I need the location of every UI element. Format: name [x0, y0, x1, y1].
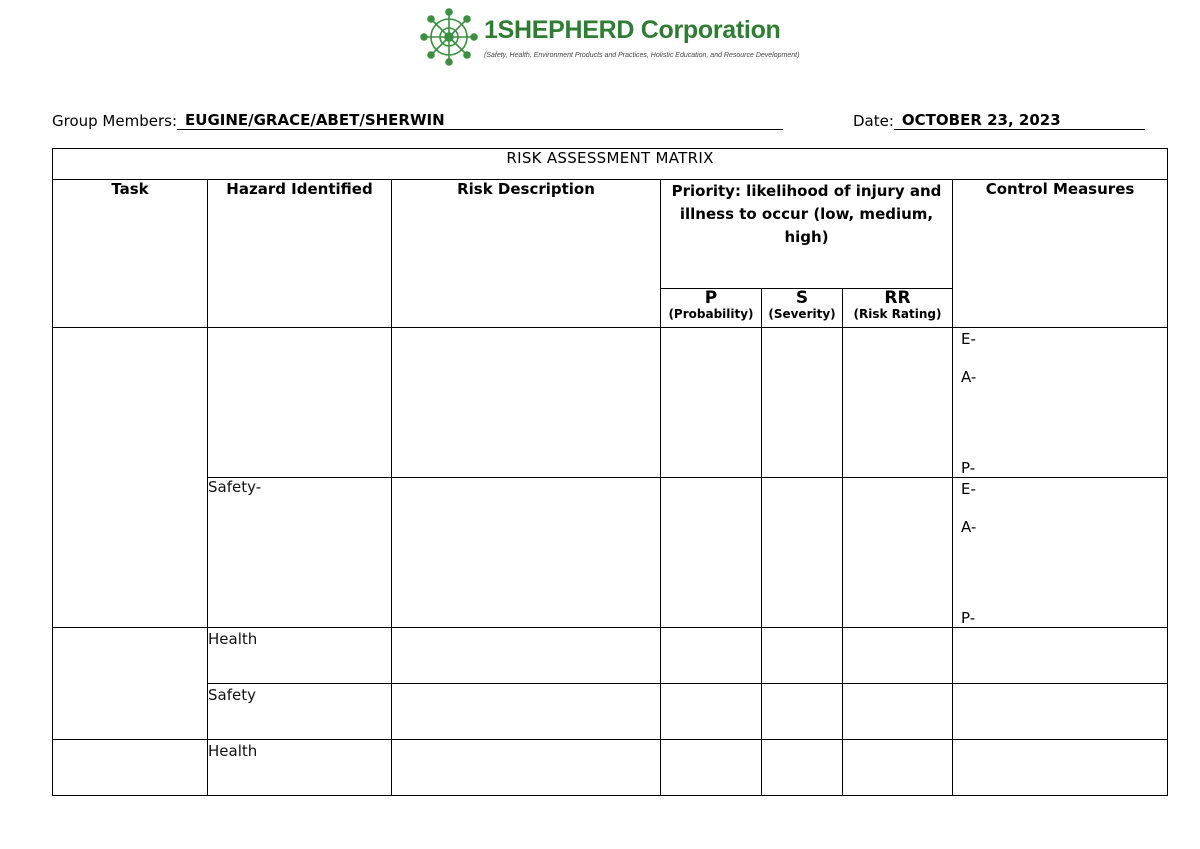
risk-description-cell[interactable] [392, 328, 661, 478]
probability-letter: P [704, 288, 718, 308]
control-administrative-label: A- [961, 368, 977, 386]
risk-description-cell[interactable] [392, 740, 661, 796]
control-measures-cell[interactable] [953, 684, 1168, 740]
table-row [53, 684, 1168, 740]
severity-cell[interactable] [762, 740, 843, 796]
group-members-line [52, 112, 783, 130]
header-risk-rating [843, 289, 953, 328]
control-measures-cell[interactable] [953, 740, 1168, 796]
severity-label: (Severity) [768, 307, 836, 321]
hazard-cell[interactable] [208, 328, 392, 478]
hazard-cell[interactable]: Safety- [208, 478, 392, 628]
date-field[interactable]: OCTOBER 23, 2023 [894, 112, 1145, 130]
probability-label: (Probability) [668, 307, 754, 321]
probability-cell[interactable] [661, 740, 762, 796]
header-severity [762, 289, 843, 328]
risk-description-cell[interactable] [392, 628, 661, 684]
control-eliminate-label: E- [961, 480, 976, 498]
probability-cell[interactable] [661, 478, 762, 628]
control-administrative-label: A- [961, 518, 977, 536]
severity-cell[interactable] [762, 328, 843, 478]
header-task: Task [53, 180, 208, 328]
control-measures-cell[interactable] [953, 478, 1168, 628]
date-line [853, 112, 1145, 130]
risk-rating-cell[interactable] [843, 740, 953, 796]
probability-cell[interactable] [661, 328, 762, 478]
hazard-cell[interactable]: Health [208, 628, 392, 684]
risk-rating-cell[interactable] [843, 328, 953, 478]
task-cell[interactable] [53, 628, 208, 740]
date-label: Date: [853, 112, 894, 130]
control-eliminate-label: E- [961, 330, 976, 348]
risk-rating-label: (Risk Rating) [853, 307, 942, 321]
risk-rating-cell[interactable] [843, 478, 953, 628]
group-members-label: Group Members: [52, 112, 178, 130]
probability-cell[interactable] [661, 684, 762, 740]
control-ppe-label: P- [961, 609, 976, 627]
shepherd-logo-icon [418, 6, 480, 68]
severity-letter: S [795, 288, 809, 308]
severity-cell[interactable] [762, 628, 843, 684]
risk-rating-letter: RR [884, 288, 911, 308]
task-cell[interactable] [53, 740, 208, 796]
risk-description-cell[interactable] [392, 684, 661, 740]
severity-cell[interactable] [762, 478, 843, 628]
company-tagline: (Safety, Health, Environment Products and Practices, Holistic Education, and Resource Development) [484, 52, 800, 59]
table-row [53, 328, 1168, 478]
hazard-cell[interactable]: Health [208, 740, 392, 796]
probability-cell[interactable] [661, 628, 762, 684]
table-row [53, 478, 1168, 628]
header-hazard-identified: Hazard Identified [208, 180, 392, 328]
company-header [418, 6, 818, 68]
header-probability [661, 289, 762, 328]
risk-description-cell[interactable] [392, 478, 661, 628]
control-measures-cell[interactable] [953, 328, 1168, 478]
header-risk-description: Risk Description [392, 180, 661, 328]
risk-rating-cell[interactable] [843, 684, 953, 740]
table-title: RISK ASSESSMENT MATRIX [53, 149, 1168, 180]
table-row [53, 740, 1168, 796]
control-ppe-label: P- [961, 459, 976, 477]
task-cell[interactable] [53, 328, 208, 628]
header-priority: Priority: likelihood of injury and illness to occur (low, medium, high) [661, 180, 953, 289]
header-control-measures: Control Measures [953, 180, 1168, 328]
risk-assessment-table [52, 148, 1168, 796]
risk-rating-cell[interactable] [843, 628, 953, 684]
severity-cell[interactable] [762, 684, 843, 740]
company-name: 1SHEPHERD Corporation [484, 16, 781, 44]
table-row [53, 628, 1168, 684]
hazard-cell[interactable]: Safety [208, 684, 392, 740]
control-measures-cell[interactable] [953, 628, 1168, 684]
group-members-field[interactable]: EUGINE/GRACE/ABET/SHERWIN [177, 112, 783, 130]
